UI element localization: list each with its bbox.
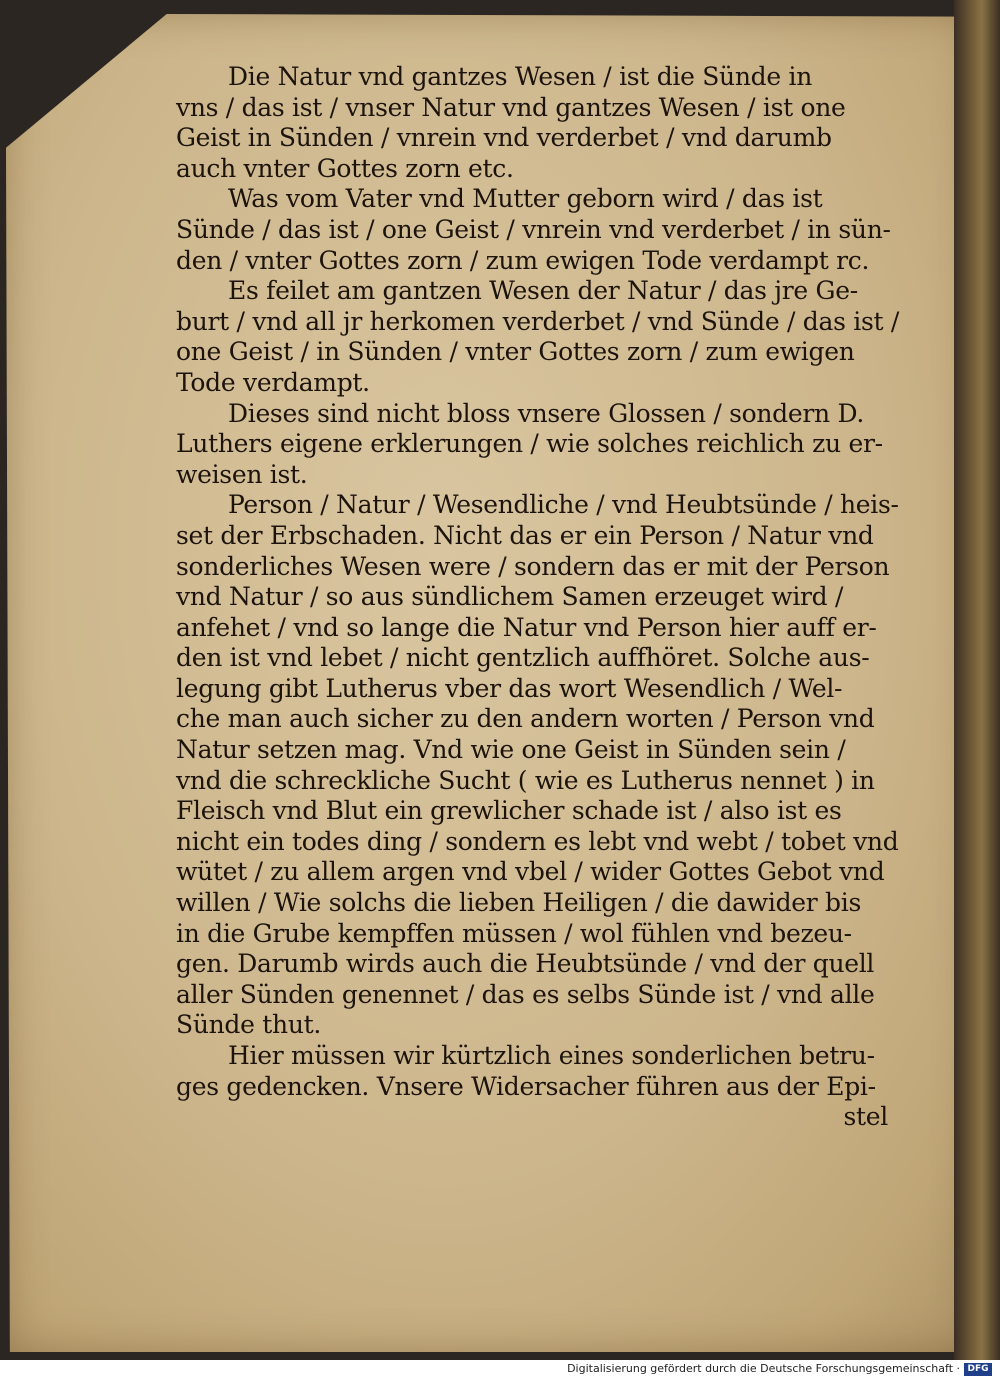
text-line: Person / Natur / Wesendliche / vnd Heubtsünde / heis- bbox=[228, 490, 899, 520]
footer-credit: Digitalisierung gefördert durch die Deutsche Forschungsgemeinschaft · bbox=[567, 1362, 960, 1375]
text-line: set der Erbschaden. Nicht das er ein Person / Natur vnd bbox=[176, 520, 874, 550]
book-spine-gutter bbox=[954, 0, 1000, 1360]
text-line: willen / Wie solchs die lieben Heiligen / die dawider bis bbox=[176, 888, 861, 918]
text-line: Es feilet am gantzen Wesen der Natur / das jre Ge- bbox=[228, 276, 858, 306]
text-line: auch vnter Gottes zorn etc. bbox=[176, 153, 514, 183]
text-line: wütet / zu allem argen vnd vbel / wider Gottes Gebot vnd bbox=[176, 857, 885, 887]
catchword: stel bbox=[843, 1102, 888, 1132]
text-line: gen. Darumb wirds auch die Heubtsünde / vnd der quell bbox=[176, 949, 875, 979]
text-line: Die Natur vnd gantzes Wesen / ist die Sünde in bbox=[228, 62, 813, 91]
text-line: anfehet / vnd so lange die Natur vnd Person hier auff er- bbox=[176, 612, 877, 642]
text-line: vns / das ist / vnser Natur vnd gantzes Wesen / ist one bbox=[176, 92, 846, 122]
text-line: Tode verdampt. bbox=[176, 367, 370, 397]
text-line: Was vom Vater vnd Mutter geborn wird / das ist bbox=[228, 184, 823, 214]
footer-bar bbox=[0, 1360, 1000, 1379]
text-line: Natur setzen mag. Vnd wie one Geist in Sünden sein / bbox=[176, 735, 846, 765]
text-line: one Geist / in Sünden / vnter Gottes zorn / zum ewigen bbox=[176, 337, 855, 367]
text-line: Sünde / das ist / one Geist / vnrein vnd verderbet / in sün- bbox=[176, 214, 891, 244]
text-line: ges gedencken. Vnsere Widersacher führen aus der Epi- bbox=[176, 1071, 876, 1101]
text-line: vnd die schreckliche Sucht ( wie es Lutherus nennet ) in bbox=[176, 765, 875, 795]
text-line: aller Sünden genennet / das es selbs Sünde ist / vnd alle bbox=[176, 979, 875, 1009]
text-line: burt / vnd all jr herkomen verderbet / vnd Sünde / das ist / bbox=[176, 306, 900, 336]
text-line: che man auch sicher zu den andern worten / Person vnd bbox=[176, 704, 875, 734]
text-line: vnd Natur / so aus sündlichem Samen erzeuget wird / bbox=[176, 582, 844, 612]
text-line: Sünde thut. bbox=[176, 1010, 322, 1040]
text-line: Geist in Sünden / vnrein vnd verderbet / vnd darumb bbox=[176, 123, 832, 153]
text-line: Hier müssen wir kürtzlich eines sonderlichen betru- bbox=[228, 1041, 875, 1070]
text-line: Dieses sind nicht bloss vnsere Glossen / sondern D. bbox=[228, 398, 864, 428]
text-line: den / vnter Gottes zorn / zum ewigen Tode verdampt rc. bbox=[176, 245, 870, 275]
page-text-block bbox=[176, 62, 902, 1133]
text-line: nicht ein todes ding / sondern es lebt vnd webt / tobet vnd bbox=[176, 826, 899, 856]
text-line: weisen ist. bbox=[176, 459, 308, 489]
dfg-logo: DFG bbox=[964, 1363, 992, 1376]
text-line: Luthers eigene erklerungen / wie solches reichlich zu er- bbox=[176, 429, 883, 459]
text-line: den ist vnd lebet / nicht gentzlich auffhöret. Solche aus- bbox=[176, 643, 870, 673]
text-line: Fleisch vnd Blut ein grewlicher schade ist / also ist es bbox=[176, 796, 842, 826]
text-line: sonderliches Wesen were / sondern das er mit der Person bbox=[176, 551, 890, 581]
text-line: legung gibt Lutherus vber das wort Wesendlich / Wel- bbox=[176, 673, 843, 703]
text-line: in die Grube kempffen müssen / wol fühlen vnd bezeu- bbox=[176, 918, 852, 948]
